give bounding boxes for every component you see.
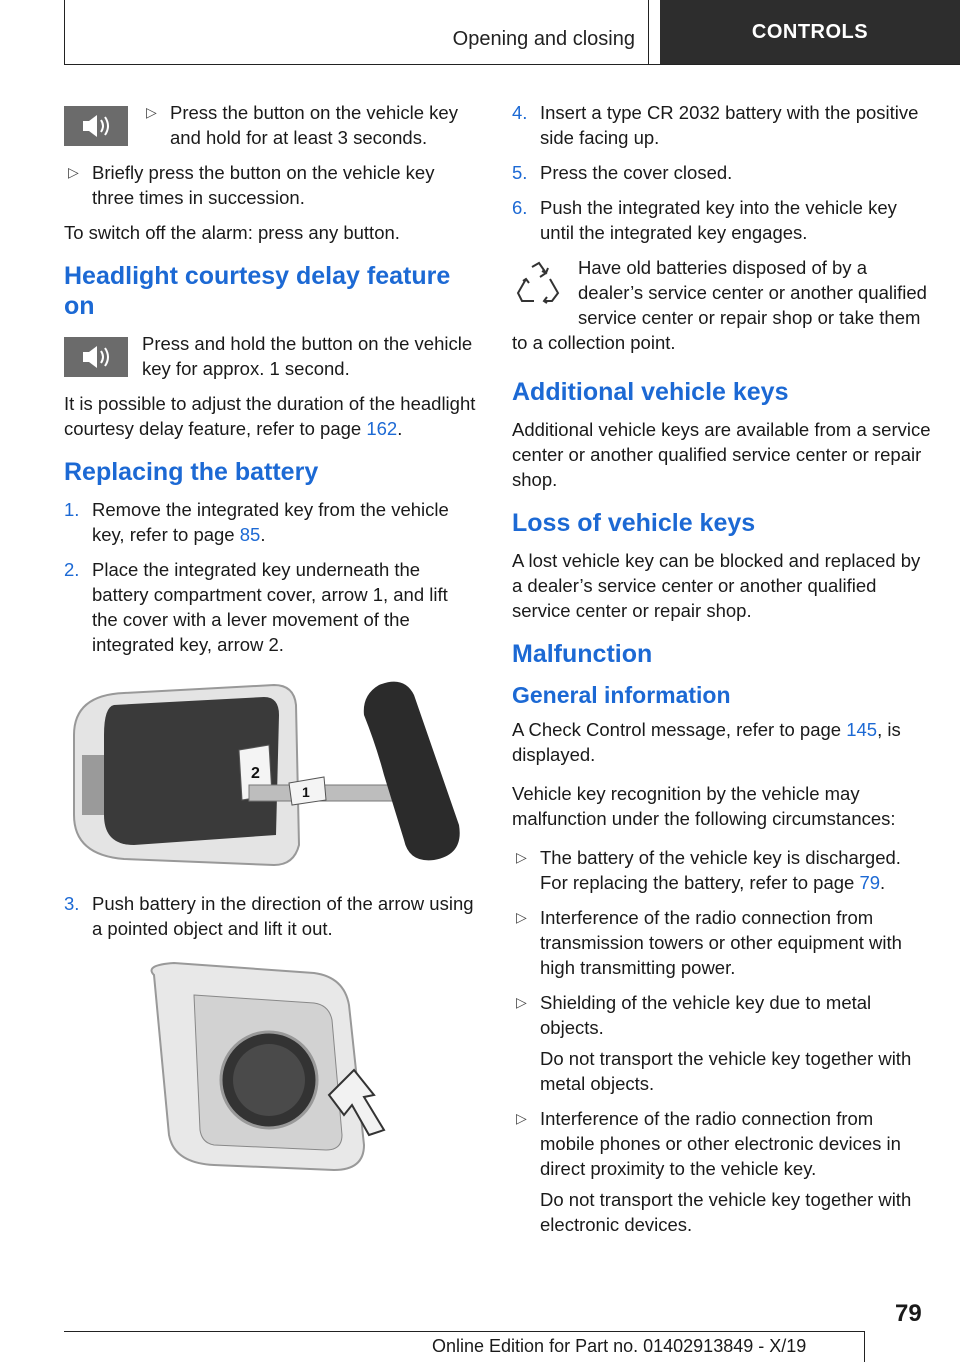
footer-rule-vertical [864, 1331, 865, 1362]
list-item: 6. Push the integrated key into the vehicle key until the integrated key engages. [512, 197, 897, 243]
recycle-note [512, 255, 932, 355]
key-battery-compartment-image [64, 955, 476, 1185]
right-column [512, 100, 932, 1247]
headlight-icon-note [64, 331, 476, 381]
page-number: 79 [895, 1300, 922, 1327]
list-item: 1. Remove the integrated key from the vehicle key, refer to page 85. [64, 499, 449, 545]
list-item: ▷ Interference of the radio connection from mobile phones or other electronic devices in direct proximity to the vehicle key. Do not transport the vehicle key together with electronic devices. [516, 1108, 912, 1235]
loss-keys-heading: Loss of vehicle keys [512, 509, 756, 537]
headlight-heading: Headlight courtesy delay feature on [64, 262, 451, 320]
triangle-bullet-icon: ▷ [146, 104, 157, 120]
list-item: 5. Press the cover closed. [512, 162, 733, 183]
list-item: ▷ The battery of the vehicle key is discharged. For replacing the battery, refer to page 79. [516, 847, 901, 893]
arrow-label-2: 2 [251, 765, 260, 782]
header-rule [64, 64, 960, 65]
page-link[interactable]: 79 [859, 872, 881, 893]
general-information-heading: General information [512, 682, 731, 708]
triangle-bullet-icon: ▷ [516, 1110, 527, 1126]
key-battery-cover-image [64, 675, 476, 875]
malfunction-intro: Vehicle key recognition by the vehicle may malfunction under the following circumstances: [512, 783, 896, 829]
list-item: ▷ Press the button on the vehicle key and hold for at least 3 seconds. [146, 102, 458, 148]
triangle-bullet-icon: ▷ [516, 849, 527, 865]
recycle-text: Have old batteries disposed of by a dealer’s service center or another qualified service center or repair shop or take them to a collection point. [512, 257, 927, 353]
edition-text: Online Edition for Part no. 01402913849 - X/19 [432, 1336, 807, 1356]
battery-steps [64, 497, 476, 657]
header-chapter-tab: CONTROLS [660, 0, 960, 65]
triangle-bullet-icon: ▷ [68, 164, 79, 180]
list-item: ▷ Shielding of the vehicle key due to metal objects. Do not transport the vehicle key together with metal objects. [516, 992, 912, 1094]
list-item: ▷ Briefly press the button on the vehicle key three times in succession. [68, 162, 435, 208]
list-item: 4. Insert a type CR 2032 battery with the positive side facing up. [512, 102, 919, 148]
page-link[interactable]: 85 [239, 524, 261, 545]
battery-steps-cont [64, 891, 476, 941]
header-left-rule [64, 0, 65, 65]
headlight-adjust-text: It is possible to adjust the duration of the headlight courtesy delay feature, refer to page 162. [64, 393, 476, 439]
left-column [64, 100, 476, 1185]
list-item: 3. Push battery in the direction of the arrow using a pointed object and lift it out. [64, 893, 474, 939]
speaker-sound-icon [64, 337, 128, 377]
recycle-icon [512, 259, 566, 311]
header-separator [648, 0, 649, 65]
loss-keys-text: A lost vehicle key can be blocked and replaced by a dealer’s service center or another qualified service center or repair shop. [512, 550, 921, 621]
battery-heading: Replacing the battery [64, 458, 319, 486]
battery-steps-right [512, 100, 932, 245]
malfunction-bullets [512, 845, 932, 1237]
footer-rule [64, 1331, 864, 1332]
headlight-icon-text: Press and hold the button on the vehicle key for approx. 1 second. [142, 333, 473, 379]
malfunction-heading: Malfunction [512, 640, 653, 668]
alarm-bullets-block [64, 100, 476, 210]
page-link[interactable]: 145 [846, 719, 878, 740]
additional-keys-heading: Additional vehicle keys [512, 378, 789, 406]
page-link[interactable]: 162 [366, 418, 398, 439]
arrow-label-1: 1 [302, 784, 310, 800]
check-control-text: A Check Control message, refer to page 145, is displayed. [512, 719, 901, 765]
list-item: 2. Place the integrated key underneath the battery compartment cover, arrow 1, and lift the cover with a lever movement of the integrated key, arrow 2. [64, 559, 448, 655]
triangle-bullet-icon: ▷ [516, 909, 527, 925]
triangle-bullet-icon: ▷ [516, 994, 527, 1010]
alarm-off-text: To switch off the alarm: press any button. [64, 222, 400, 243]
additional-keys-text: Additional vehicle keys are available from a service center or another qualified service center or repair shop. [512, 419, 931, 490]
header-section-title: Opening and closing [452, 28, 635, 50]
list-item: ▷ Interference of the radio connection from transmission towers or other equipment with high transmitting power. [516, 907, 902, 978]
